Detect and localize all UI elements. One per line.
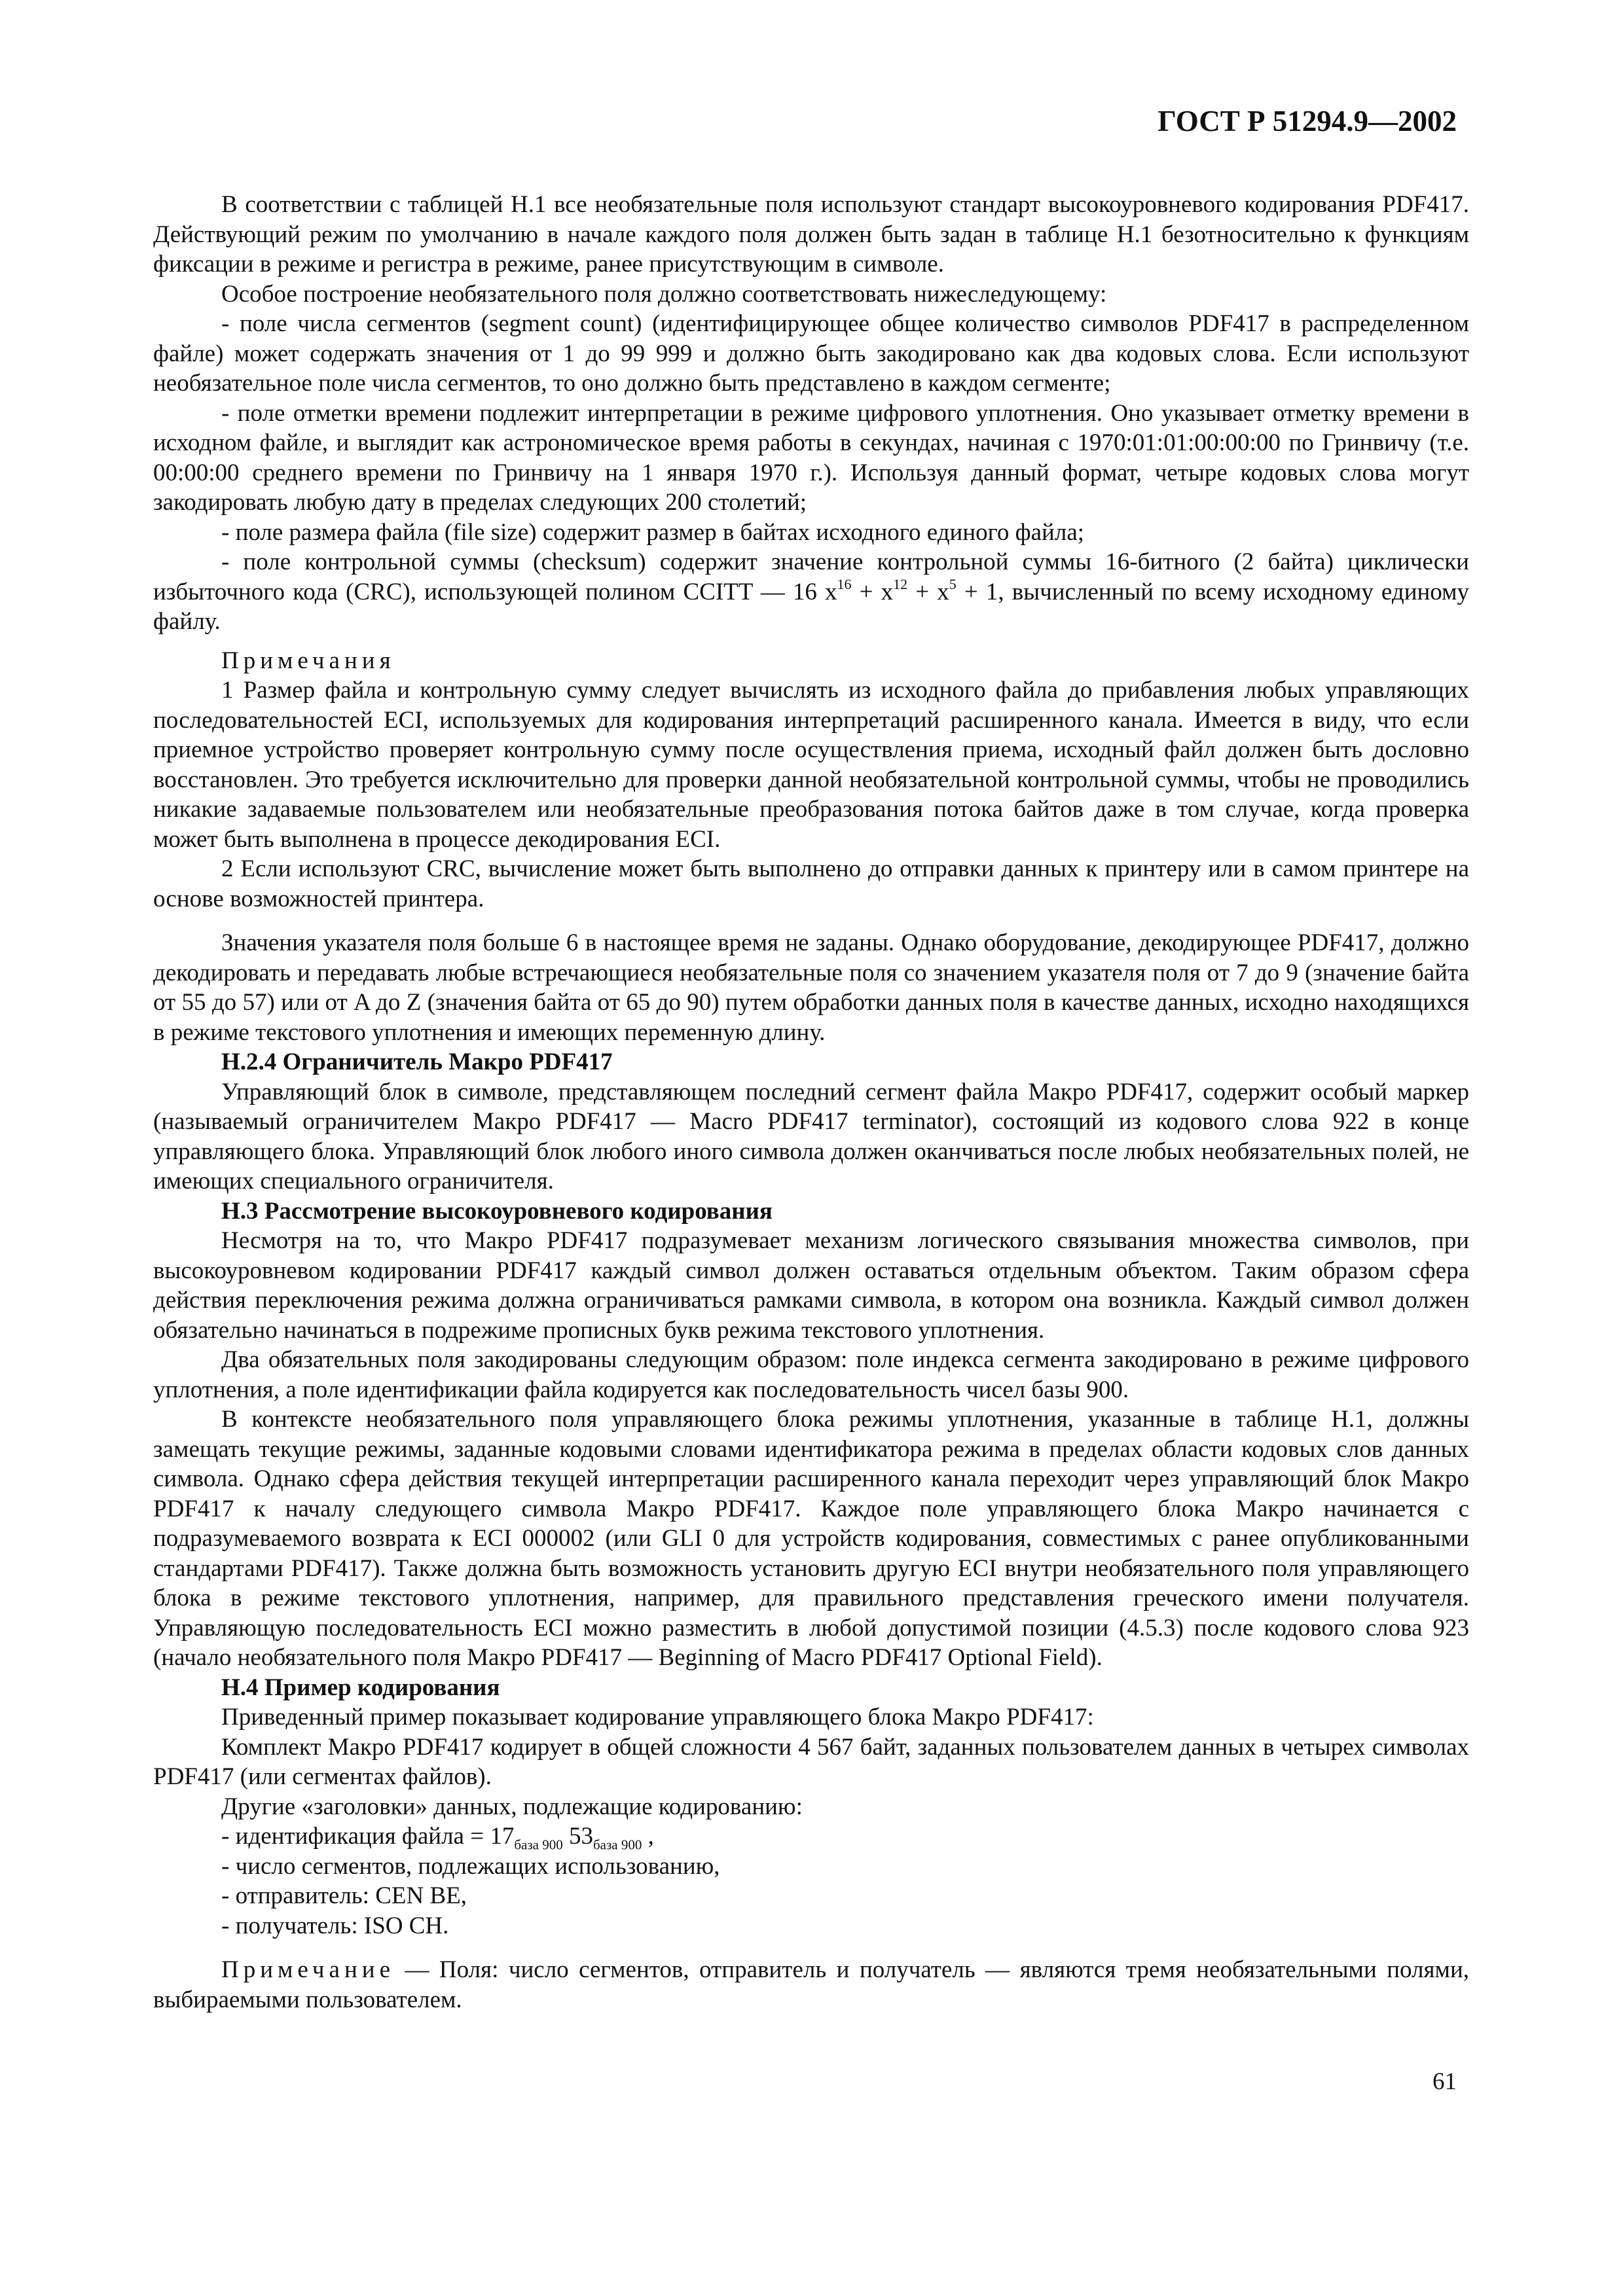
list-item: - поле размера файла (file size) содержит размер в байтах исходного единого файла; — [221, 518, 1085, 546]
subscript: база 900 — [514, 1837, 563, 1853]
text-span: + x — [851, 578, 894, 605]
note-2: 2 Если используют CRC, вычисление может быть выполнено до отправки данных к принтеру или в самом принтере на основе возможностей принтера. — [153, 855, 1469, 912]
notes-label — [153, 646, 1469, 676]
text-span: , — [642, 1823, 654, 1850]
superscript: 5 — [949, 576, 957, 593]
final-note-label: Примечание — [221, 1956, 395, 1983]
superscript: 12 — [893, 576, 908, 593]
page-number: 61 — [1432, 2068, 1457, 2095]
paragraph: Приведенный пример показывает кодирование управляющего блока Макро PDF417: — [221, 1704, 1094, 1731]
list-item: - получатель: ISO CH. — [221, 1912, 449, 1939]
paragraph: Особое построение необязательного поля должно соответствовать нижеследующему: — [221, 280, 1107, 308]
section-heading: Н.3 Рассмотрение высокоуровневого кодирования — [221, 1197, 773, 1225]
final-note — [153, 1955, 1469, 2015]
text-span: - идентификация файла = 17 — [221, 1823, 515, 1850]
document-code-header: ГОСТ Р 51294.9—2002 — [1158, 105, 1457, 137]
list-item: - отправитель: CEN BE, — [221, 1882, 467, 1909]
paragraph: Значения указателя поля больше 6 в настоящее время не заданы. Однако оборудование, декодирующее PDF417, должно декодировать и передавать любые встречающиеся необязательные поля со значением указателя поля от 7 до 9 (значение байта от 55 до 57) или от A до Z (значения байта от 65 до 90) путем обработки данных поля в качестве данных, исходно находящихся в режиме текстового уплотнения и имеющих переменную длину. — [153, 929, 1469, 1046]
text-span: 53 — [562, 1823, 593, 1850]
paragraph: В контексте необязательного поля управляющего блока режимы уплотнения, указанные в таблице Н.1, должны замещать текущие режимы, заданные кодовыми словами идентификатора режима в пределах области кодовых слов данных символа. Однако сфера действия текущей интерпретации расширенного канала переходит через управляющий блок Макро PDF417 к началу следующего символа Макро PDF417. Каждое поле управляющего блока Макро начинается с подразумеваемого возврата к ECI 000002 (или GLI 0 для устройств кодирования, совместимых с ранее опубликованными стандартами PDF417). Также должна быть возможность установить другую ECI внутри необязательного поля управляющего блока в режиме текстового уплотнения, например, для правильного представления греческого имени получателя. Управляющую последовательность ECI можно разместить в любой допустимой позиции (4.5.3) после кодового слова 923 (начало необязательного поля Макро PDF417 — Beginning of Macro PDF417 Optional Field). — [153, 1406, 1469, 1671]
text-span: - поле контрольной суммы (checksum) содержит значение контрольной суммы 16-битного (2 байта) циклически избыточного кода (CRC), использующей полином CCITT — 16 x — [153, 548, 1469, 605]
note-1: 1 Размер файла и контрольную сумму следует вычислять из исходного файла до прибавления любых управляющих последовательностей ECI, используемых для кодирования интерпретаций расширенного канала. Имеется в виду, что если приемное устройство проверяет контрольную сумму после осуществления приема, исходный файл должен быть дословно восстановлен. Это требуется исключительно для проверки данной необязательной контрольной суммы, чтобы не проводились никакие задаваемые пользователем или необязательные преобразования потока байтов даже в том случае, когда проверка может быть выполнена в процессе декодирования ECI. — [153, 677, 1469, 853]
final-note-text: — Поля: число сегментов, отправитель и получатель — являются тремя необязательными полями, выбираемыми пользователем. — [153, 1956, 1469, 2013]
subscript: база 900 — [593, 1837, 642, 1853]
text-span: + x — [907, 578, 949, 605]
paragraph: Другие «заголовки» данных, подлежащие кодированию: — [221, 1793, 803, 1820]
paragraph: Управляющий блок в символе, представляющем последний сегмент файла Макро PDF417, содержит особый маркер (называемый ограничителем Макро PDF417 — Macro PDF417 terminator), состоящий из кодового слова 922 в конце управляющего блока. Управляющий блок любого иного символа должен оканчиваться после любых необязательных полей, не имеющих специального ограничителя. — [153, 1078, 1469, 1194]
section-heading: Н.4 Пример кодирования — [221, 1674, 500, 1701]
paragraph: Несмотря на то, что Макро PDF417 подразумевает механизм логического связывания множества символов, при высокоуровневом кодировании PDF417 каждый символ должен оставаться отдельным объектом. Таким образом сфера действия переключения режима должна ограничиваться рамками символа, в котором она возникла. Каждый символ должен обязательно начинаться в подрежиме прописных букв режима текстового уплотнения. — [153, 1227, 1469, 1344]
section-heading: Н.2.4 Ограничитель Макро PDF417 — [221, 1049, 613, 1075]
paragraph: Комплект Макро PDF417 кодирует в общей сложности 4 567 байт, заданных пользователем данных в четырех символах PDF417 (или сегментах файлов). — [153, 1733, 1469, 1790]
list-item-checksum — [153, 547, 1469, 637]
paragraph: В соответствии с таблицей Н.1 все необязательные поля используют стандарт высокоуровневого кодирования PDF417. Действующий режим по умолчанию в начале каждого поля должен быть задан в таблице Н.1 безотносительно к функциям фиксации в режиме и регистра в режиме, ранее присутствующим в символе. — [153, 191, 1469, 278]
list-item-file-id — [153, 1821, 1469, 1852]
body-text — [153, 190, 1469, 2015]
notes-label-text: Примечания — [221, 647, 395, 674]
list-item: - поле отметки времени подлежит интерпретации в режиме цифрового уплотнения. Оно указывает отметку времени в исходном файле, и выглядит как астрономическое время работы в секундах, начиная с 1970:01:01:00:00:00 по Гринвичу (т.е. 00:00:00 среднего времени по Гринвичу на 1 января 1970 г.). Используя данный формат, четыре кодовых слова могут закодировать любую дату в пределах следующих 200 столетий; — [153, 399, 1469, 516]
list-item: - поле числа сегментов (segment count) (идентифицирующее общее количество символов PDF417 в распределенном файле) может содержать значения от 1 до 99 999 и должно быть закодировано как два кодовых слова. Если используют необязательное поле числа сегментов, то оно должно быть представлено в каждом сегменте; — [153, 310, 1469, 397]
superscript: 16 — [837, 576, 852, 593]
text-span: + 1, вычисленный по всему исходному единому файлу. — [153, 578, 1470, 635]
list-item: - число сегментов, подлежащих использованию, — [221, 1852, 720, 1880]
paragraph: Два обязательных поля закодированы следующим образом: поле индекса сегмента закодировано в режиме цифрового уплотнения, а поле идентификации файла кодируется как последовательность чисел базы 900. — [153, 1346, 1469, 1403]
